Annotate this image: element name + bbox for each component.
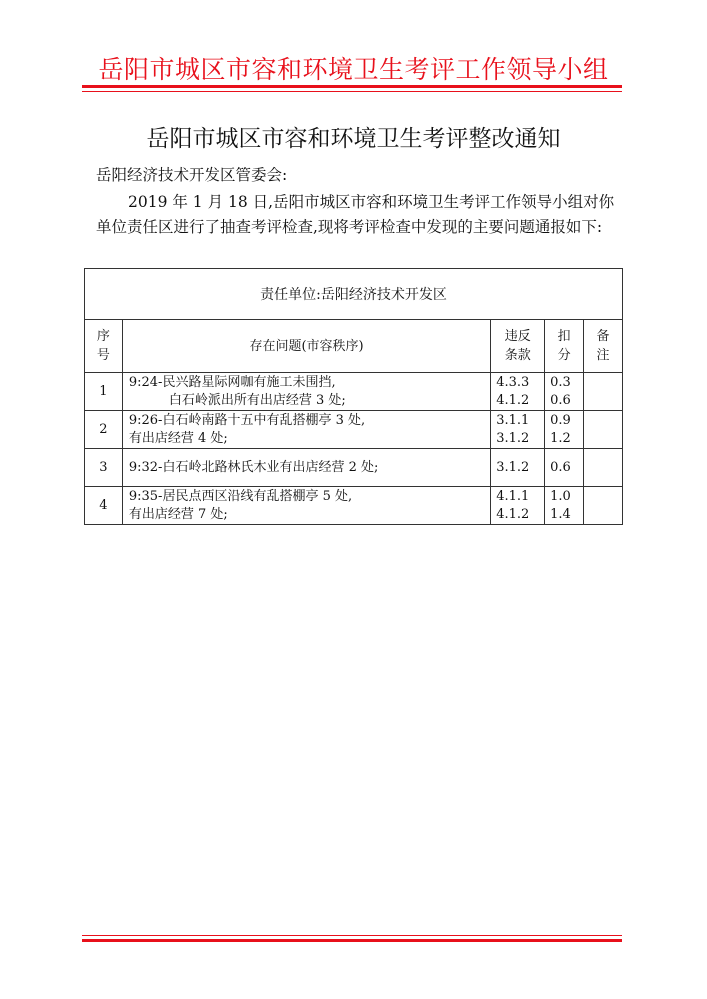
- row-scores: [545, 411, 584, 449]
- responsible-unit: 责任单位:岳阳经济技术开发区: [85, 269, 623, 320]
- row-codes: [491, 449, 545, 487]
- issue-line: 9:24-民兴路星际网咖有施工未围挡,: [128, 374, 336, 390]
- score-value: 1.4: [550, 506, 571, 522]
- code-value: 3.1.2: [496, 430, 530, 446]
- row-remark: [584, 449, 623, 487]
- issue-line: 9:32-白石岭北路林氏木业有出店经营 2 处;: [128, 459, 379, 475]
- header-text: 序: [96, 329, 110, 344]
- row-no: 1: [85, 373, 123, 411]
- header-title: 岳阳市城区市容和环境卫生考评工作领导小组: [98, 55, 609, 84]
- footer-rule-thick: [82, 939, 622, 942]
- recipient: 岳阳经济技术开发区管委会:: [96, 166, 288, 184]
- issue-line: 有出店经营 4 处;: [128, 430, 228, 446]
- score-value: 0.6: [550, 459, 571, 475]
- score-value: 1.0: [550, 488, 571, 504]
- col-no-header: [85, 320, 123, 373]
- row-scores: [545, 487, 584, 525]
- row-no: 3: [85, 449, 123, 487]
- footer-rule-thin: [82, 935, 622, 936]
- header-text: 条款: [504, 348, 531, 363]
- row-no: 4: [85, 487, 123, 525]
- notice-body: 2019 年 1 月 18 日,岳阳市城区市容和环境卫生考评工作领导小组对你单位责任区进行了抽查考评检查,现将考评检查中发现的主要问题通报如下:: [96, 193, 615, 236]
- row-scores: [545, 449, 584, 487]
- row-remark: [584, 487, 623, 525]
- code-value: 4.3.3: [496, 374, 530, 390]
- code-value: 4.1.2: [496, 392, 530, 408]
- score-value: 0.9: [550, 412, 571, 428]
- col-issue-header: 存在问题(市容秩序): [122, 320, 490, 373]
- row-remark: [584, 411, 623, 449]
- row-remark: [584, 373, 623, 411]
- issues-table: [84, 268, 623, 525]
- col-score-header: [545, 320, 584, 373]
- code-value: 3.1.2: [496, 459, 530, 475]
- row-issue: [122, 411, 490, 449]
- col-code-header: [491, 320, 545, 373]
- row-issue: [122, 373, 490, 411]
- table-row: [85, 411, 623, 449]
- score-value: 1.2: [550, 430, 571, 446]
- row-codes: [491, 411, 545, 449]
- code-value: 3.1.1: [496, 412, 530, 428]
- col-remark-header: [584, 320, 623, 373]
- code-value: 4.1.1: [496, 488, 530, 504]
- header-rule-thick: [82, 85, 622, 88]
- header-text: 扣: [557, 329, 571, 344]
- unit-row: [85, 269, 623, 320]
- score-value: 0.6: [550, 392, 571, 408]
- issue-line: 9:26-白石岭南路十五中有乱搭棚亭 3 处,: [128, 412, 366, 428]
- issue-line: 9:35-居民点西区沿线有乱搭棚亭 5 处,: [128, 488, 353, 504]
- header-text: 注: [596, 348, 610, 363]
- header-text: 违反: [504, 329, 531, 344]
- notice-title: 岳阳市城区市容和环境卫生考评整改通知: [146, 126, 561, 152]
- row-issue: [122, 487, 490, 525]
- header-row: [85, 320, 623, 373]
- row-codes: [491, 373, 545, 411]
- row-no: 2: [85, 411, 123, 449]
- score-value: 0.3: [550, 374, 571, 390]
- table-row: [85, 449, 623, 487]
- issue-line: 有出店经营 7 处;: [128, 506, 228, 522]
- issue-line: 白石岭派出所有出店经营 3 处;: [168, 392, 346, 408]
- header-text: 号: [96, 348, 110, 363]
- table-row: [85, 487, 623, 525]
- table-row: [85, 373, 623, 411]
- row-scores: [545, 373, 584, 411]
- row-issue: [122, 449, 490, 487]
- header-rule-thin: [82, 91, 622, 92]
- code-value: 4.1.2: [496, 506, 530, 522]
- header-text: 备: [596, 329, 610, 344]
- header-text: 分: [557, 348, 571, 363]
- row-codes: [491, 487, 545, 525]
